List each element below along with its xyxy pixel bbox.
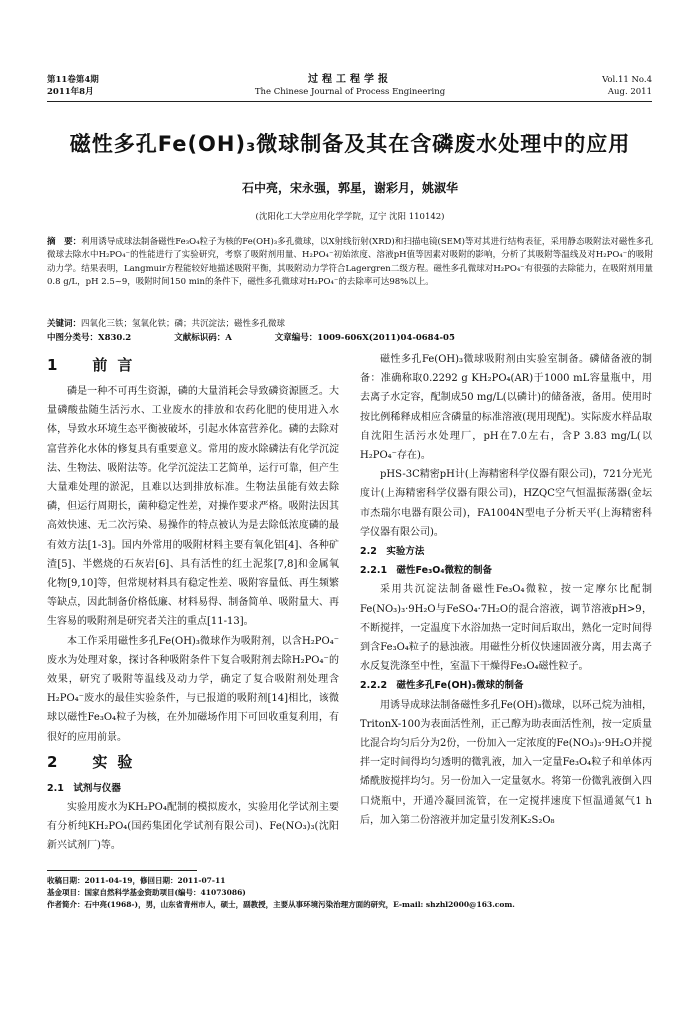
volume-issue: 第11卷第4期 [47, 75, 99, 85]
article-number: 文章编号：1009-606X(2011)04-0684-05 [274, 333, 455, 343]
subsection-heading: 2.2 实验方法 [360, 546, 425, 558]
abstract-text: 利用诱导成球法制备磁性Fe₃O₄粒子为核的Fe(OH)₃多孔微球，以X射线衍射(XRD)和扫描电镜(SEM)等对其进行结构表征，采用静态吸附法对磁性多孔微球去除水中H₂PO₄⁻的性能进行了实验研究，考察了吸附剂用量、H₂PO₄⁻初始浓度、溶液pH值等因素对吸附的影响，分析了其吸附等温线及对H₂PO₄⁻的吸附动力学。结果表明，Langmuir方程能较好地描述吸附平衡，其吸附动力学符合Lagergren二级方程。磁性多孔微球对H₂PO₄⁻有很强的去除能力，在吸附剂用量0.8 g/L，pH 2.5~9，吸附时间150 min的条件下，磁性多孔微球对H₂PO₄⁻的去除率可达98%以上。 [47, 237, 653, 288]
journal-name-en: The Chinese Journal of Process Engineering [254, 87, 446, 97]
author-affiliation: (沈阳化工大学应用化学学院，辽宁 沈阳 110142) [255, 212, 445, 222]
footnotes [47, 875, 653, 911]
header-volume-en [602, 74, 652, 98]
subsubsection-heading: 2.2.2 磁性多孔Fe(OH)₃微球的制备 [360, 680, 524, 692]
paper-title: 磁性多孔Fe(OH)₃微球制备及其在含磷废水处理中的应用 [69, 132, 631, 156]
date-en: Aug. 2011 [607, 87, 652, 97]
abstract-label: 摘 要： [47, 237, 82, 247]
paragraph: 本工作采用磁性多孔Fe(OH)₃微球作为吸附剂，以含H₂PO₄⁻废水为处理对象，探讨各种吸附条件下复合吸附剂去除H₂PO₄⁻的效果，研究了吸附等温线及动力学，确定了复合吸附剂处理含H₂PO₄⁻废水的最佳实验条件，与已报道的吸附剂[14]相比，该微球以磁性Fe₃O₄粒子为核，在外加磁场作用下可回收重复利用，有很好的应用前景。 [47, 635, 339, 743]
volume-en: Vol.11 No.4 [602, 75, 652, 85]
abstract [47, 236, 653, 290]
classification-line [47, 331, 653, 343]
received-date: 收稿日期：2011-04-19，修回日期：2011-07-11 [47, 876, 226, 885]
keywords-label: 关键词： [47, 319, 82, 329]
paragraph: pHS-3C精密pH计(上海精密科学仪器有限公司)，721分光光度计(上海精密科学仪器有限公司)，HZQC空气恒温振荡器(金坛市杰瑞尔电器有限公司)，FA1004N型电子分析天平(上海精密科学仪器有限公司)。 [360, 469, 652, 538]
paper-authors: 石中亮，宋永强，郭星，谢彩月，姚淑华 [241, 181, 458, 195]
author-bio: 作者简介：石中亮(1968-)，男，山东省青州市人，硕士，副教授，主要从事环境污染治理方面的研究，E-mail: shzhl2000@163.com. [47, 900, 515, 909]
section-heading: 2 实验 [47, 752, 143, 771]
subsection-heading: 2.1 试剂与仪器 [47, 782, 121, 794]
subsubsection-heading: 2.2.1 磁性Fe₃O₄微粒的制备 [360, 565, 492, 577]
clc-number: 中图分类号：X830.2 [47, 333, 132, 343]
doc-code: 文献标识码：A [174, 333, 232, 343]
fund-info: 基金项目：国家自然科学基金资助项目(编号：41073086) [47, 888, 246, 897]
paragraph: 实验用废水为KH₂PO₄配制的模拟废水，实验用化学试剂主要有分析纯KH₂PO₄(国药集团化学试剂有限公司)、Fe(NO₃)₃(沈阳新兴试剂厂)等。 [47, 802, 339, 852]
issue-date: 2011年8月 [47, 87, 94, 97]
keywords-text: 四氧化三铁；氢氧化铁；磷；共沉淀法；磁性多孔微球 [81, 319, 286, 329]
journal-name-cn: 过程工程学报 [308, 74, 392, 85]
left-column [47, 350, 339, 856]
paragraph: 用诱导成球法制备磁性多孔Fe(OH)₃微球，以环己烷为油相，TritonX-100为表面活性剂，正己醇为助表面活性剂，按一定质量比混合均匀后分为2份，一份加入一定浓度的Fe(NO₃)₃·9H₂O并搅拌一定时间得均匀透明的微乳液，加入一定量Fe₃O₄粒子和单体丙烯酰胺搅拌均匀。另一份加入一定量氨水。将第一份微乳液倒入四口烧瓶中，开通冷凝回流管，在一定搅拌速度下恒温通氮气1 h后，加入第二份溶液并加定量引发剂K₂S₂O₈ [360, 699, 652, 826]
header-journal [200, 74, 500, 98]
header-volume [47, 74, 99, 98]
paragraph: 磁性多孔Fe(OH)₃微球吸附剂由实验室制备。磷储备液的制备：准确称取0.2292 g KH₂PO₄(AR)于1000 mL容量瓶中，用去离子水定容，配制成50 mg/L(以磷计)的储备液，备用。使用时按比例稀释成相应含磷量的标准溶液(现用现配)。实际废水样品取自沈阳生活污水处理厂，pH在7.0左右，含P 3.83 mg/L(以H₂PO₄⁻存在)。 [360, 354, 652, 462]
paragraph: 磷是一种不可再生资源，磷的大量消耗会导致磷资源匮乏。大量磷酸盐随生活污水、工业废水的排放和农药化肥的使用进入水体，导致水环境生态平衡被破坏，引起水体富营养化。磷的去除对富营养化水体的修复具有重要意义。常用的废水除磷法有化学沉淀法、生物法、吸附法等。化学沉淀法工艺简单，运行可靠，但产生大量难处理的淤泥，且难以达到排放标准。生物法虽能有效去除磷，但运行周期长，菌种稳定性差，对操作要求严格。吸附法因其高效快速、无二次污染、易操作的特点被认为是去除低浓度磷的最有效方法[1-3]。国内外常用的吸附材料主要有氧化铝[4]、各种矿渣[5]、半燃烧的石灰岩[6]、具有活性的红土泥浆[7,8]和金属氧化物[9,10]等，但常规材料具有稳定性差、吸附容量低、再生频繁等缺点，因此制备价格低廉、材料易得、制备简单、吸附量大、再生容易的吸附剂是研究者关注的重点[11-13]。 [47, 386, 339, 628]
footnote-divider [47, 870, 197, 871]
paragraph: 采用共沉淀法制备磁性Fe₃O₄微粒，按一定摩尔比配制Fe(NO₃)₃·9H₂O与FeSO₄·7H₂O的混合溶液，调节溶液pH>9，不断搅拌，一定温度下水浴加热一定时间后取出，熟化一定时间得到含Fe₃O₄粒子的悬浊液。用磁性分析仪快速固液分离，用去离子水反复洗涤至中性，室温下干燥得Fe₃O₄磁性粒子。 [360, 584, 652, 673]
section-heading: 1 前言 [47, 356, 143, 374]
keywords [47, 317, 653, 329]
right-column [360, 350, 652, 830]
header-divider [47, 101, 652, 102]
